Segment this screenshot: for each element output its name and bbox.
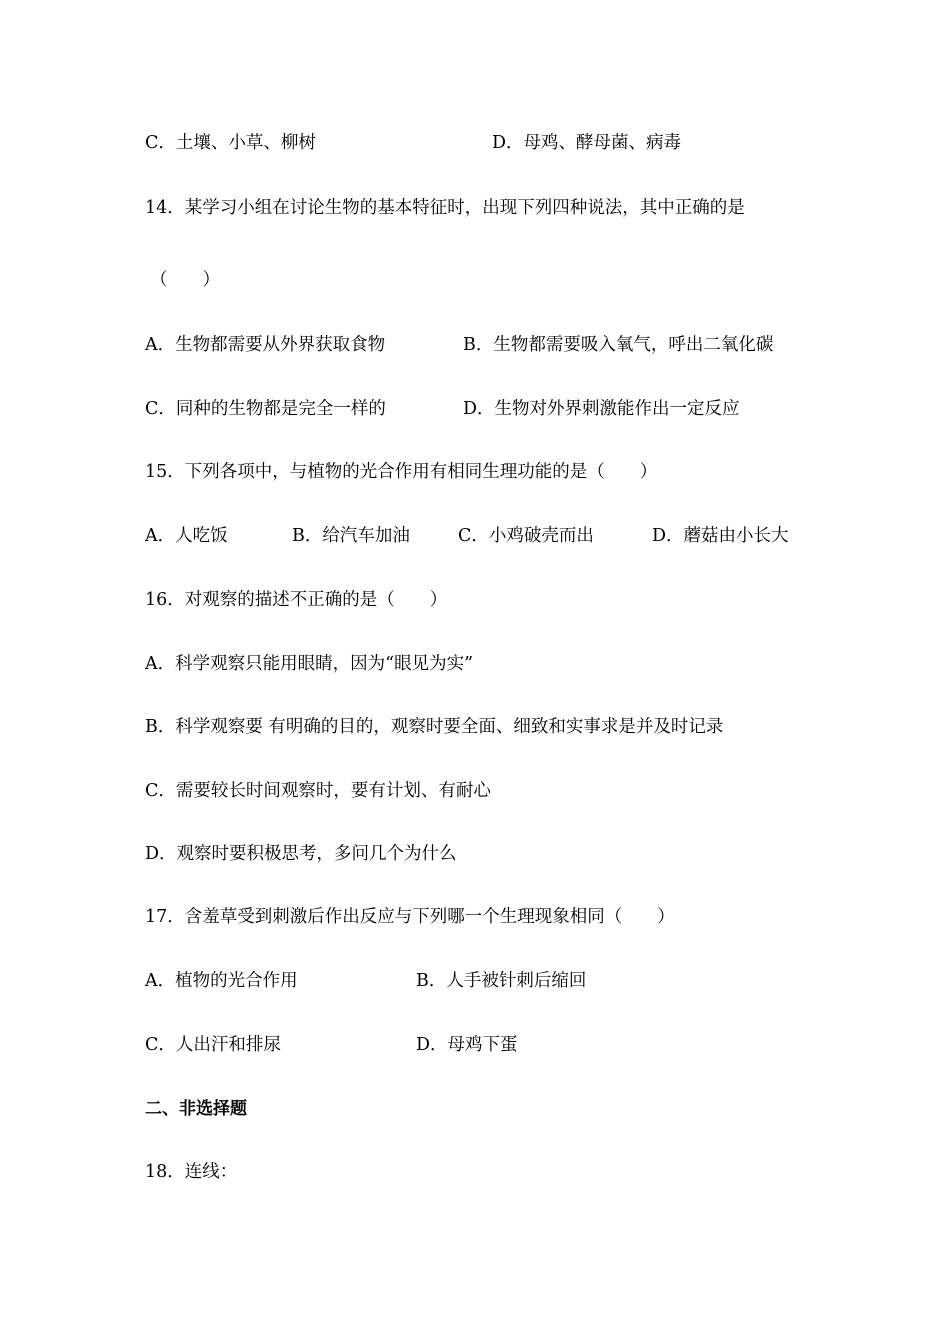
q16-option-d: D．观察时要积极思考，多问几个为什么 — [145, 844, 457, 864]
q14-option-c: C．同种的生物都是完全一样的 — [145, 399, 386, 419]
q14-option-a: A．生物都需要从外界获取食物 — [145, 335, 386, 355]
q17-option-d: D．母鸡下蛋 — [416, 1035, 518, 1055]
q15-option-c: C．小鸡破壳而出 — [458, 526, 594, 546]
q16-option-b: B．科学观察要 有明确的目的，观察时要全面、细致和实事求是并及时记录 — [145, 717, 724, 737]
q14-stem: 14．某学习小组在讨论生物的基本特征时，出现下列四种说法，其中正确的是 — [145, 198, 745, 218]
q15-option-b: B．给汽车加油 — [292, 526, 410, 546]
q17-stem: 17．含羞草受到刺激后作出反应与下列哪一个生理现象相同（ ） — [145, 907, 675, 927]
q16-option-a: A．科学观察只能用眼睛，因为“眼见为实” — [145, 654, 474, 674]
q13-option-d: D．母鸡、酵母菌、病毒 — [492, 133, 682, 153]
q17-option-c: C．人出汗和排尿 — [145, 1035, 281, 1055]
q14-answer-paren: （ ） — [150, 270, 220, 290]
q15-option-a: A．人吃饭 — [145, 526, 228, 546]
q18-stem: 18．连线： — [145, 1162, 238, 1182]
q17-option-a: A．植物的光合作用 — [145, 971, 298, 991]
q17-option-b: B．人手被针刺后缩回 — [416, 971, 587, 991]
q14-option-b: B．生物都需要吸入氧气，呼出二氧化碳 — [463, 335, 774, 355]
q16-stem: 16．对观察的描述不正确的是（ ） — [145, 590, 448, 610]
q15-option-d: D．蘑菇由小长大 — [652, 526, 789, 546]
q14-option-d: D．生物对外界刺激能作出一定反应 — [463, 399, 740, 419]
q15-stem: 15．下列各项中，与植物的光合作用有相同生理功能的是（ ） — [145, 462, 658, 482]
q16-option-c: C．需要较长时间观察时，要有计划、有耐心 — [145, 781, 491, 801]
section-heading: 二、非选择题 — [145, 1099, 247, 1119]
q13-option-c: C．土壤、小草、柳树 — [145, 133, 316, 153]
